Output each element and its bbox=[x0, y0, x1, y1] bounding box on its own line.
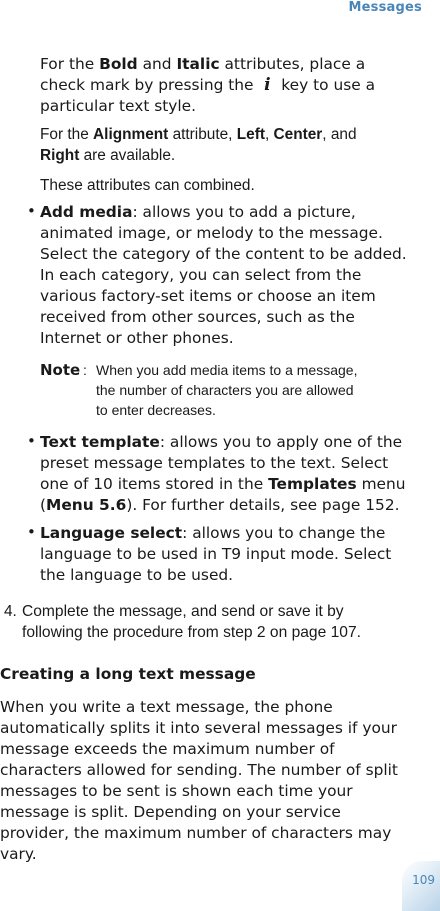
alignment-term: Alignment bbox=[93, 126, 169, 143]
bullet: • bbox=[27, 523, 36, 541]
attr-line-2: check mark by pressing the i key to use a bbox=[40, 75, 376, 95]
language-select-term: Language select bbox=[40, 524, 183, 542]
section-heading: Creating a long text message bbox=[0, 665, 256, 683]
step-number: 4. bbox=[4, 603, 17, 620]
page-number: 109 bbox=[412, 873, 435, 887]
left-term: Left bbox=[236, 126, 265, 143]
combine-paragraph: These attributes can combined. bbox=[40, 177, 255, 194]
bullet: • bbox=[27, 432, 36, 450]
text-template-term: Text template bbox=[40, 433, 160, 451]
italic-term: Italic bbox=[176, 55, 220, 73]
long-text-paragraph: When you write a text message, the phone automatically splits it into several messages if your message exceeds the maximum number of characters allowed for sending. The number of split messages to be sent is shown each time your message is split. Depending on your service provider, the maximum number of characters may vary. bbox=[0, 698, 398, 863]
center-term: Center bbox=[273, 126, 323, 143]
attr-line-3: particular text style. bbox=[40, 97, 197, 115]
info-key-icon: i bbox=[264, 75, 271, 95]
alignment-paragraph: For the Alignment attribute, Left, Center, and Right are available. bbox=[40, 126, 357, 164]
bullet: • bbox=[27, 202, 36, 220]
right-term: Right bbox=[40, 147, 80, 164]
templates-term: Templates bbox=[268, 475, 357, 493]
text-template-item: Text template: allows you to apply one of the preset message templates to the text. Select one of 10 items stored in the Templates menu (Menu 5.6). For further details, see page 152. bbox=[40, 433, 406, 514]
add-media-term: Add media bbox=[40, 203, 133, 221]
note-label: Note bbox=[40, 361, 81, 379]
bold-term: Bold bbox=[99, 55, 138, 73]
add-media-item: Add media: allows you to add a picture, animated image, or melody to the message. Select the category of the content to be added. In each category, you can select from the various factory-set items or choose an item received from other sources, such as the Internet or other phones. bbox=[40, 203, 407, 347]
language-select-item: Language select: allows you to change the language to be used in T9 input mode. Select the language to be used. bbox=[40, 524, 392, 584]
attr-line-1: For the Bold and Italic attributes, place a bbox=[40, 55, 366, 73]
step-4: Complete the message, and send or save it by following the procedure from step 2 on page 107. bbox=[22, 603, 361, 641]
attributes-paragraph bbox=[40, 54, 375, 117]
menu-term: Menu 5.6 bbox=[46, 496, 127, 514]
note-text: When you add media items to a message, the number of characters you are allowed to enter decreases. bbox=[96, 362, 358, 418]
section-title: Messages bbox=[348, 0, 422, 15]
